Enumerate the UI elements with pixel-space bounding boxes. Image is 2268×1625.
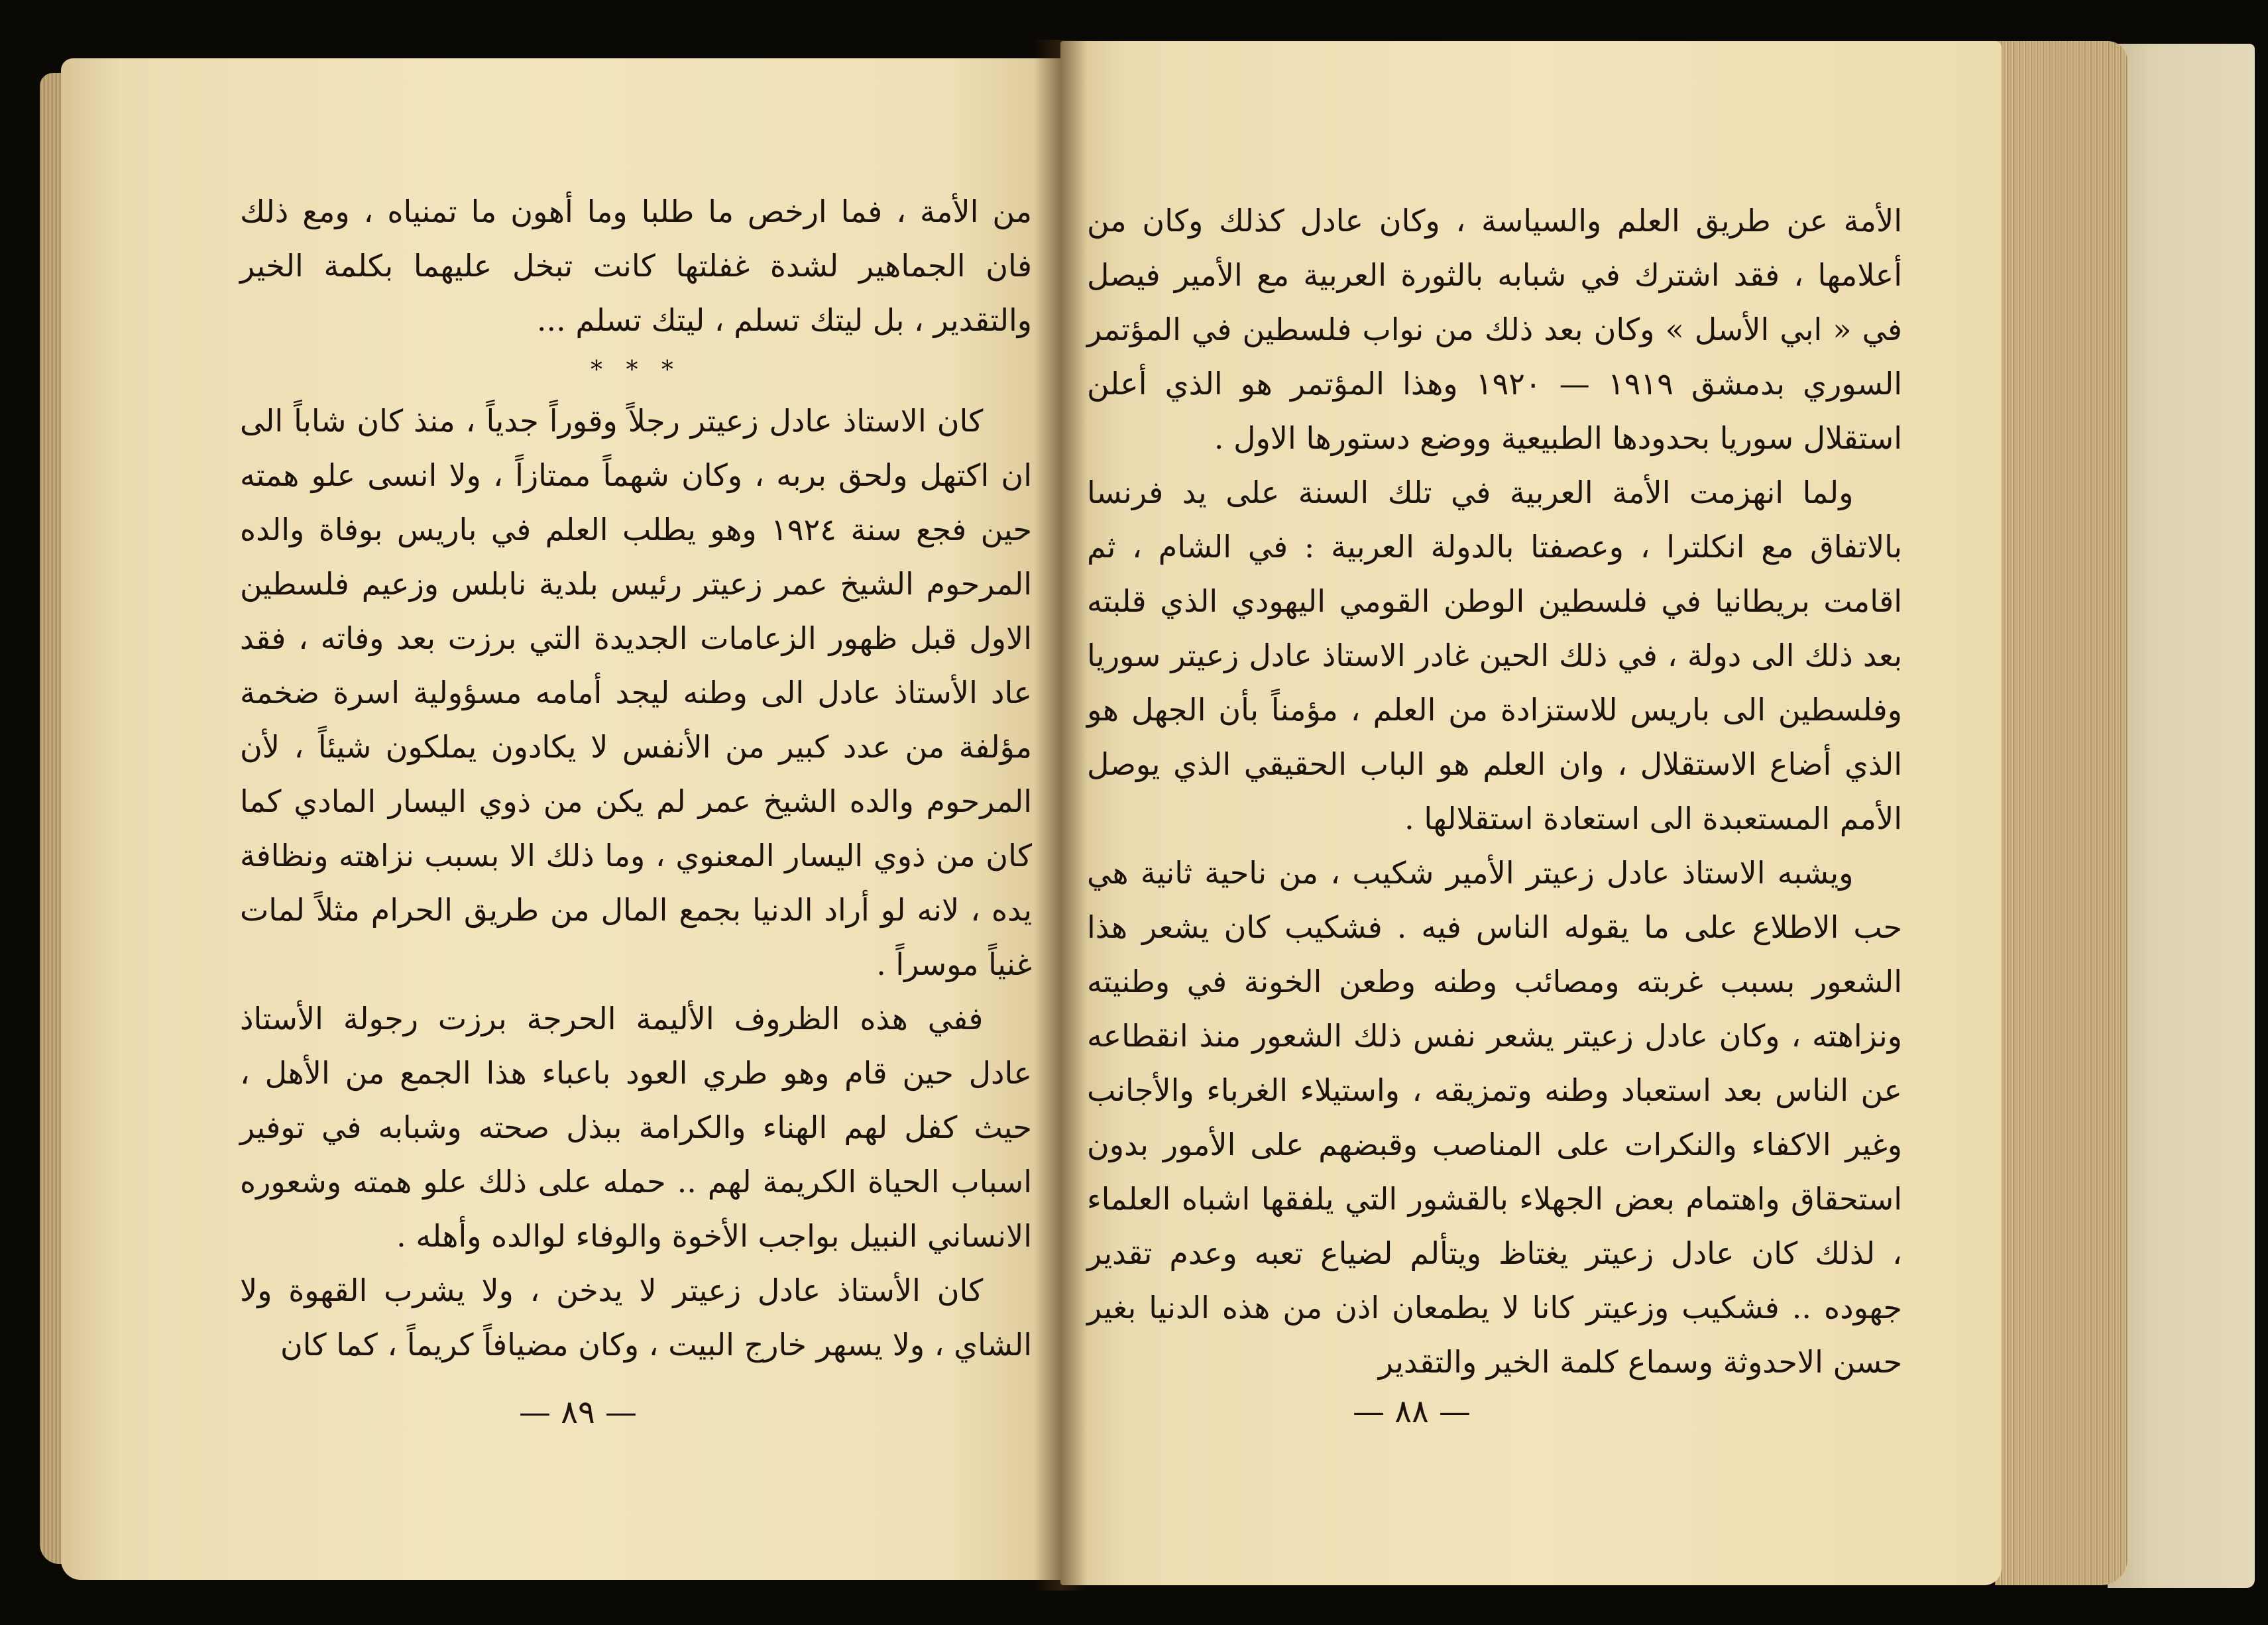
right-page-edges: [1995, 41, 2127, 1585]
paragraph: كان الأستاذ عادل زعيتر لا يدخن ، ولا يشرب القهوة ولا الشاي ، ولا يسهر خارج البيت ، وكان مضيافاً كريماً ، كما كان: [240, 1272, 1032, 1363]
paragraph: ويشبه الاستاذ عادل زعيتر الأمير شكيب ، من ناحية ثانية هي حب الاطلاع على ما يقوله الناس فيه . فشكيب كان يشعر هذا الشعور بسبب غربته ومصائب وطنه وطعن الخونة في وطنيته ونزاهته ، وكان عادل زعيتر يشعر نفس ذلك الشعور منذ انقطاعه عن الناس بعد استعباد وطنه وتمزيقه ، واستيلاء الغرباء والأجانب وغير الاكفاء والنكرات على المناصب وقبضهم على الأمور بدون استحقاق واهتمام بعض الجهلاء بالقشور التي يلفقها اشباه العلماء ، لذلك كان عادل زعيتر يغتاظ ويتألم لضياع تعبه وعدم تقدير جهوده .. فشكيب وزعيتر كانا لا يطمعان اذن من هذه الدنيا بغير حسن الاحدوثة وسماع كلمة الخير والتقدير: [1087, 855, 1902, 1380]
paragraph: من الأمة ، فما ارخص ما طلبا وما أهون ما تمنياه ، ومع ذلك فان الجماهير لشدة غفلتها كانت تبخل عليهما بكلمة الخير والتقدير ، بل ليتك تسلم ، ليتك تسلم ...: [240, 194, 1032, 338]
paragraph: كان الاستاذ عادل زعيتر رجلاً وقوراً جدياً ، منذ كان شاباً الى ان اكتهل ولحق بربه ، وكان شهماً ممتازاً ، ولا انسى علو همته حين فجع سنة ١٩٢٤ وهو يطلب العلم في باريس بوفاة والده المرحوم الشيخ عمر زعيتر رئيس بلدية نابلس وزعيم فلسطين الاول قبل ظهور الزعامات الجديدة التي برزت بعد وفاته ، فقد عاد الأستاذ عادل الى وطنه ليجد أمامه مسؤولية اسرة ضخمة مؤلفة من عدد كبير من الأنفس لا يكادون يملكون شيئاً ، لأن المرحوم والده الشيخ عمر لم يكن من ذوي اليسار المادي كما كان من ذوي اليسار المعنوي ، وما ذلك الا بسبب نزاهته ونظافة يده ، لانه لو أراد الدنيا بجمع المال من طريق الحرام مثلاً لمات غنياً موسراً .: [240, 403, 1033, 982]
left-page-text: [240, 184, 1032, 1372]
paragraph: ففي هذه الظروف الأليمة الحرجة برزت رجولة الأستاذ عادل حين قام وهو طري العود باعباء هذا الجمع من الأهل ، حيث كفل لهم الهناء والكرامة ببذل صحته وشبابه في توفير اسباب الحياة الكريمة لهم .. حمله على ذلك علو همته وشعوره الانساني النبيل بواجب الأخوة والوفاء لوالده وأهله .: [240, 1001, 1032, 1254]
page-number: — ٨٨ —: [1352, 1393, 1471, 1430]
page-number: — ٨٩ —: [518, 1394, 638, 1431]
right-page-text: [1087, 194, 1902, 1389]
right-page: [1060, 41, 2002, 1585]
book-gutter: [1034, 40, 1087, 1591]
paragraph: الأمة عن طريق العلم والسياسة ، وكان عادل كذلك وكان من أعلامها ، فقد اشترك في شبابه بالثورة العربية مع الأمير فيصل في « ابي الأسل » وكان بعد ذلك من نواب فلسطين في المؤتمر السوري بدمشق ١٩١٩ — ١٩٢٠ وهذا المؤتمر هو الذي أعلن استقلال سوريا بحدودها الطبيعية ووضع دستورها الاول .: [1087, 203, 1902, 456]
section-separator: * * *: [591, 357, 681, 384]
flyleaf: [2108, 44, 2255, 1588]
left-page: [61, 58, 1068, 1580]
paragraph: ولما انهزمت الأمة العربية في تلك السنة على يد فرنسا بالاتفاق مع انكلترا ، وعصفتا بالدولة العربية : في الشام ، ثم اقامت بريطانيا في فلسطين الوطن القومي اليهودي الذي قلبته بعد ذلك الى دولة ، في ذلك الحين غادر الاستاذ عادل زعيتر سوريا وفلسطين الى باريس للاستزادة من العلم ، مؤمناً بأن الجهل هو الذي أضاع الاستقلال ، وان العلم هو الباب الحقيقي الذي يوصل الأمم المستعبدة الى استعادة استقلالها .: [1087, 475, 1902, 836]
